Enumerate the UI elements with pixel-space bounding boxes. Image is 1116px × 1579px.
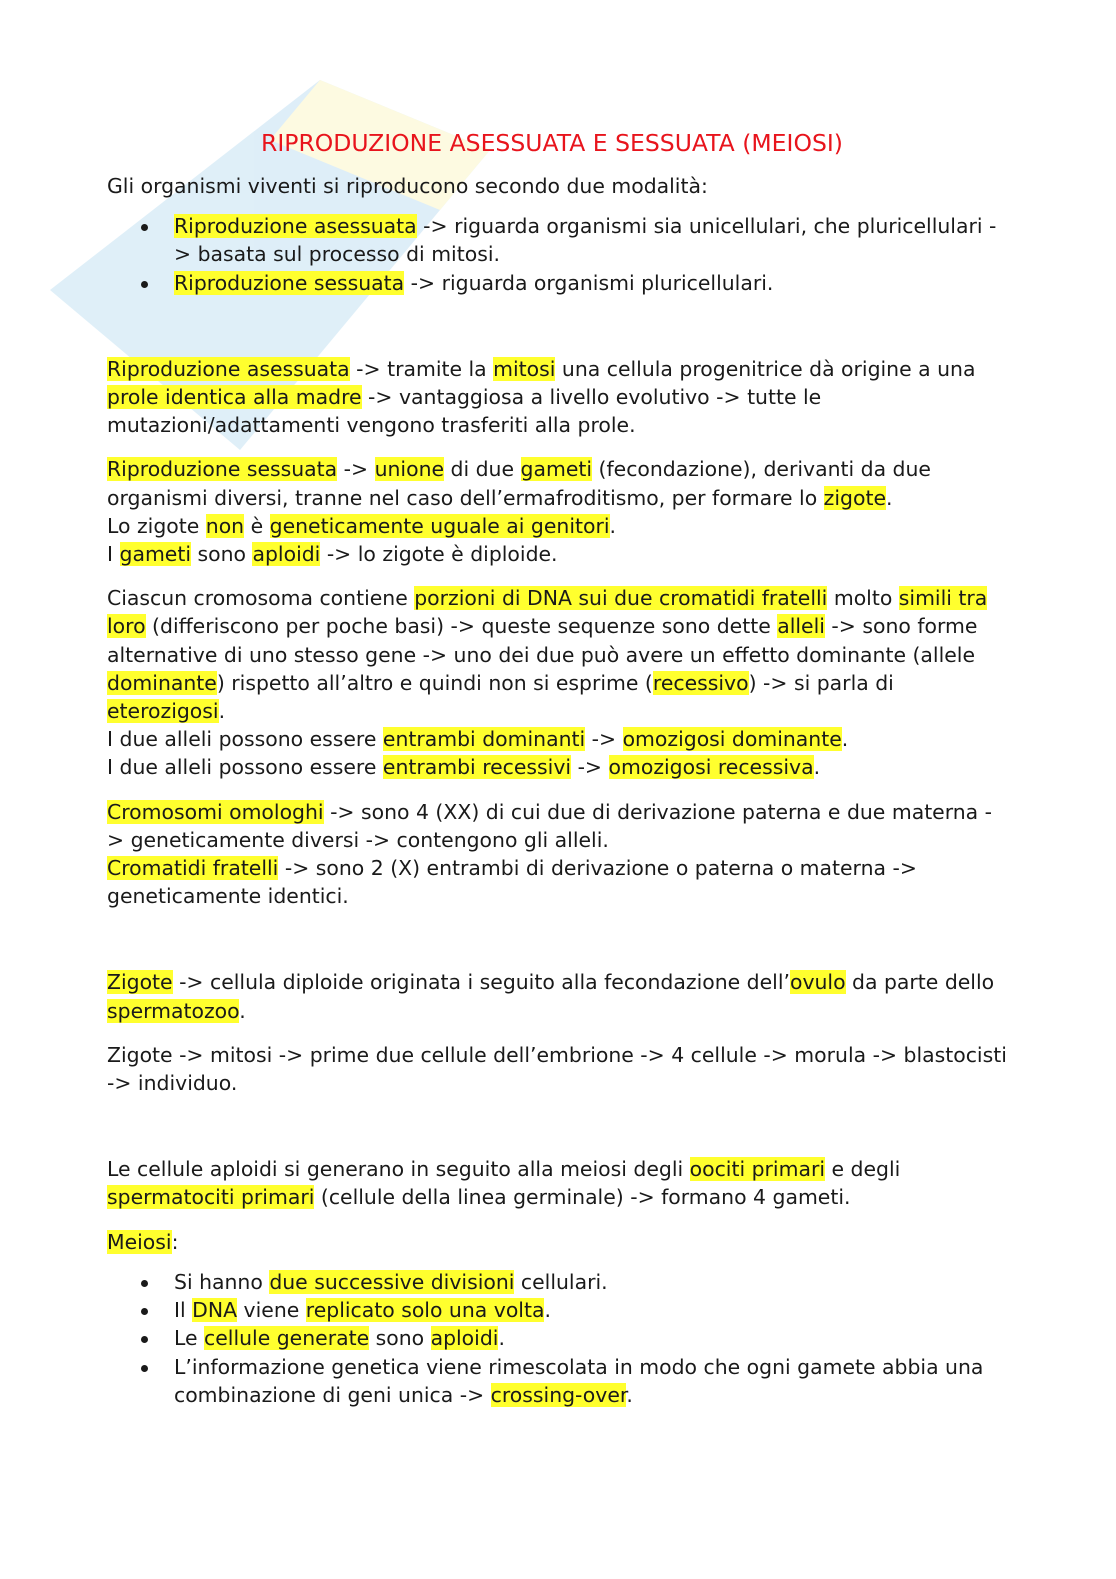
highlighted-term: unione — [374, 457, 445, 482]
text-run: -> — [571, 755, 609, 780]
text-run: molto — [827, 586, 899, 611]
paragraph — [107, 172, 1007, 200]
highlighted-term: omozigosi dominante — [622, 727, 842, 752]
document-page — [107, 128, 1007, 1409]
bullet-item — [107, 1268, 1007, 1296]
paragraph — [107, 512, 1007, 540]
text-run: . — [813, 755, 821, 780]
text-run: . — [218, 699, 226, 724]
highlighted-term: Cromatidi fratelli — [107, 856, 279, 881]
text-run: . — [626, 1382, 633, 1407]
text-run: -> sono forme alternative di uno stesso gene -> uno dei due può avere un effetto dominante (allele — [107, 614, 978, 667]
highlighted-term: aploidi — [430, 1326, 499, 1351]
text-run: ) rispetto all’altro e quindi non si esprime ( — [216, 670, 653, 695]
highlighted-term: gameti — [119, 542, 192, 567]
text-run: una cellula progenitrice dà origine a una — [555, 356, 976, 381]
highlighted-term: dominante — [107, 670, 217, 695]
highlighted-term: prole identica alla madre — [107, 385, 362, 410]
text-run: . — [609, 513, 616, 538]
text-run: Ciascun cromosoma contiene — [107, 586, 415, 611]
text-run: -> riguarda organismi pluricellulari. — [404, 270, 774, 295]
bullet-item — [107, 1296, 1007, 1324]
text-run: viene — [237, 1298, 306, 1323]
text-run: da parte dello — [845, 970, 995, 995]
text-run: Gli organismi viventi si riproducono secondo due modalità: — [107, 174, 708, 198]
text-run: . — [544, 1298, 551, 1323]
paragraph — [107, 725, 1007, 753]
text-run: Lo zigote — [107, 513, 206, 538]
bullet-item — [107, 1324, 1007, 1352]
text-run: -> riguarda organismi sia unicellulari, che pluricellulari -> basata sul processo di mitosi. — [174, 214, 997, 267]
paragraph — [107, 753, 1007, 781]
highlighted-term: mitosi — [493, 356, 556, 381]
spacer — [107, 782, 1007, 798]
highlighted-term: Riproduzione asessuata — [174, 214, 417, 239]
highlighted-term: Riproduzione sessuata — [107, 457, 338, 482]
spacer — [107, 439, 1007, 455]
text-run: Le cellule aploidi si generano in seguito alla meiosi degli — [107, 1157, 690, 1182]
highlighted-term: aploidi — [252, 542, 321, 567]
text-run: L’informazione genetica viene rimescolata in modo che ogni gamete abbia una combinazione di geni unica -> — [174, 1354, 984, 1407]
highlighted-term: oociti primari — [689, 1157, 826, 1182]
page-title: RIPRODUZIONE ASESSUATA E SESSUATA (MEIOSI) — [261, 129, 843, 157]
text-run: e degli — [825, 1157, 901, 1182]
highlighted-term: simili tra loro — [107, 586, 988, 639]
highlighted-term: Cromosomi omologhi — [107, 799, 324, 824]
spacer — [107, 1097, 1007, 1155]
highlighted-term: ovulo — [789, 970, 846, 995]
bullet-item — [107, 269, 1007, 297]
highlighted-term: crossing-over — [490, 1382, 627, 1407]
text-run: è — [244, 513, 270, 538]
text-run: -> cellula diploide originata i seguito alla fecondazione dell’ — [172, 970, 790, 995]
text-run: -> — [337, 457, 375, 482]
spacer — [107, 1025, 1007, 1041]
paragraph — [107, 455, 1007, 511]
text-run: Si hanno — [174, 1269, 270, 1294]
highlighted-term: eterozigosi — [107, 699, 219, 724]
paragraph — [107, 355, 1007, 440]
highlighted-term: spermatozoo — [107, 998, 240, 1023]
spacer — [107, 297, 1007, 355]
text-run: . — [239, 998, 246, 1023]
highlighted-term: due successive divisioni — [269, 1269, 515, 1294]
paragraph — [107, 968, 1007, 1024]
bullet-list — [107, 212, 1007, 297]
highlighted-term: entrambi dominanti — [382, 727, 586, 752]
highlighted-term: omozigosi recessiva — [608, 755, 814, 780]
paragraph — [107, 1228, 1007, 1256]
highlighted-term: DNA — [192, 1298, 238, 1323]
text-run: (cellule della linea germinale) -> formano 4 gameti. — [314, 1185, 851, 1210]
highlighted-term: cellule generate — [204, 1326, 370, 1351]
paragraph — [107, 854, 1007, 910]
paragraph — [107, 584, 1007, 725]
highlighted-term: recessivo — [652, 670, 749, 695]
text-run: Le — [174, 1326, 205, 1351]
bullet-item — [107, 1353, 1007, 1409]
paragraph — [107, 1155, 1007, 1211]
bullet-item — [107, 212, 1007, 268]
spacer — [107, 1212, 1007, 1228]
text-run: (differiscono per poche basi) -> queste sequenze sono dette — [145, 614, 778, 639]
text-run: I due alleli possono essere — [107, 727, 383, 752]
text-run: I — [107, 542, 120, 567]
text-run: . — [885, 485, 893, 510]
spacer — [107, 910, 1007, 968]
text-run: . — [498, 1326, 505, 1351]
text-run: -> lo zigote è diploide. — [320, 542, 558, 567]
text-run: sono — [369, 1326, 431, 1351]
paragraph — [107, 540, 1007, 568]
document-body — [107, 172, 1007, 1409]
text-run: sono — [191, 542, 253, 567]
text-run: -> sono 2 (X) entrambi di derivazione o paterna o materna -> geneticamente identici. — [107, 856, 917, 909]
highlighted-term: gameti — [520, 457, 593, 482]
highlighted-term: porzioni di DNA sui due cromatidi fratelli — [414, 586, 828, 611]
text-run: Zigote -> mitosi -> prime due cellule dell’embrione -> 4 cellule -> morula -> blastocisti -> individuo. — [107, 1042, 1007, 1096]
text-run: -> sono 4 (XX) di cui due di derivazione paterna e due materna -> geneticamente diversi -> contengono gli alleli. — [107, 799, 993, 852]
text-run: -> vantaggiosa a livello evolutivo -> tutte le mutazioni/adattamenti vengono trasferiti alla prole. — [107, 385, 822, 438]
highlighted-term: alleli — [777, 614, 825, 639]
text-run: -> tramite la — [349, 356, 494, 381]
text-run: cellulari. — [514, 1269, 608, 1294]
text-run: (fecondazione), derivanti da due organismi diversi, tranne nel caso dell’ermafroditismo, per formare lo — [107, 457, 931, 510]
highlighted-term: spermatociti primari — [107, 1185, 315, 1210]
paragraph — [107, 1041, 1007, 1097]
text-run: di due — [444, 457, 521, 482]
text-run: -> — [585, 727, 623, 752]
text-run: ) -> si parla di — [748, 670, 894, 695]
text-run: I due alleli possono essere — [107, 755, 383, 780]
highlighted-term: replicato solo una volta — [305, 1298, 545, 1323]
highlighted-term: entrambi recessivi — [382, 755, 572, 780]
highlighted-term: Meiosi — [107, 1229, 172, 1254]
highlighted-term: Riproduzione sessuata — [174, 270, 405, 295]
highlighted-term: geneticamente uguale ai genitori — [269, 513, 610, 538]
text-run: Il — [174, 1298, 193, 1323]
bullet-list — [107, 1268, 1007, 1409]
highlighted-term: zigote — [823, 485, 886, 510]
text-run: . — [841, 727, 849, 752]
text-run: : — [171, 1229, 179, 1254]
paragraph — [107, 798, 1007, 854]
spacer — [107, 568, 1007, 584]
highlighted-term: Zigote — [107, 970, 173, 995]
highlighted-term: non — [205, 513, 245, 538]
highlighted-term: Riproduzione asessuata — [107, 356, 350, 381]
